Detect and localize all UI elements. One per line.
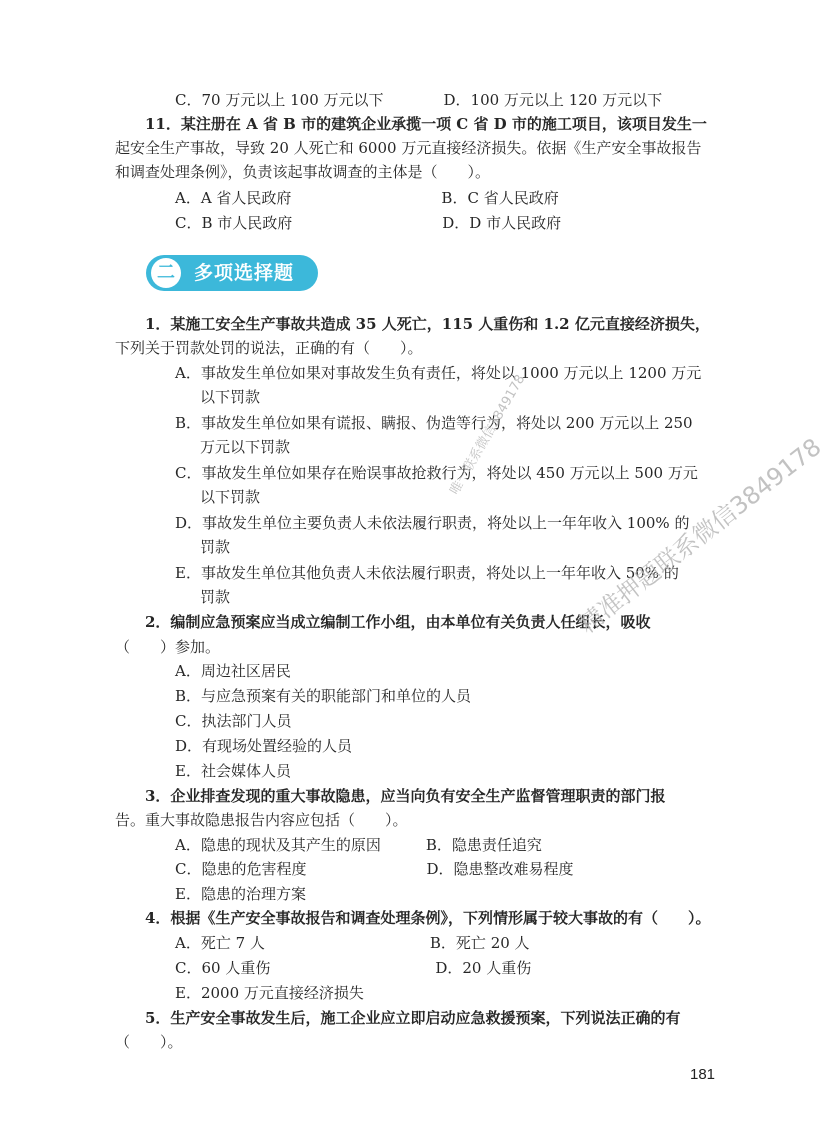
- text-line: E．社会媒体人员: [175, 762, 291, 780]
- text-line: （ ）。: [115, 1033, 183, 1051]
- text-line: 以下罚款: [200, 488, 261, 506]
- text-line: C．B 市人民政府 D．D 市人民政府: [175, 214, 562, 232]
- watermark-text: 精准押题联系微信3849178: [573, 432, 827, 639]
- text-line: 3．企业排查发现的重大事故隐患，应当向负有安全生产监督管理职责的部门报: [145, 787, 666, 805]
- text-line: E．事故发生单位其他负责人未依法履行职责，将处以上一年年收入 50% 的: [175, 564, 679, 582]
- text-line: 以下罚款: [200, 388, 261, 406]
- text-line: A．A 省人民政府 B．C 省人民政府: [175, 189, 559, 207]
- text-line: B．事故发生单位如果有谎报、瞒报、伪造等行为，将处以 200 万元以上 250: [175, 414, 693, 432]
- text-line: 5．生产安全事故发生后，施工企业应立即启动应急救援预案，下列说法正确的有: [145, 1009, 681, 1027]
- text-line: 起安全生产事故，导致 20 人死亡和 6000 万元直接经济损失。依据《生产安全事故报告: [115, 139, 702, 157]
- section-number: 二: [151, 258, 181, 288]
- text-line: 罚款: [200, 588, 231, 606]
- text-line: C．隐患的危害程度 D．隐患整改难易程度: [175, 860, 574, 878]
- text-line: 4．根据《生产安全事故报告和调查处理条例》，下列情形属于较大事故的有（ ）。: [145, 909, 711, 927]
- text-line: E．2000 万元直接经济损失: [175, 984, 364, 1002]
- text-line: A．周边社区居民: [175, 662, 291, 680]
- text-line: B．与应急预案有关的职能部门和单位的人员: [175, 687, 472, 705]
- text-line: 和调查处理条例》，负责该起事故调查的主体是（ ）。: [115, 163, 491, 181]
- page-number: 181: [690, 1066, 716, 1083]
- text-line: 罚款: [200, 538, 231, 556]
- text-line: C．执法部门人员: [175, 712, 292, 730]
- text-line: 1．某施工安全生产事故共造成 35 人死亡，115 人重伤和 1.2 亿元直接经济损失，: [145, 315, 710, 333]
- text-line: 万元以下罚款: [200, 438, 291, 456]
- text-line: 11．某注册在 A 省 B 市的建筑企业承揽一项 C 省 D 市的施工项目，该项目发生一: [145, 115, 707, 133]
- text-line: （ ）参加。: [115, 638, 221, 656]
- watermark-text: 唯一联系微信3849178: [447, 372, 529, 498]
- text-line: 告。重大事故隐患报告内容应包括（ ）。: [115, 811, 408, 829]
- text-line: D．事故发生单位主要负责人未依法履行职责，将处以上一年年收入 100% 的: [175, 514, 690, 532]
- section-header: [146, 255, 318, 291]
- section-title: 多项选择题: [194, 262, 295, 284]
- text-line: D．有现场处置经验的人员: [175, 737, 353, 755]
- text-line: E．隐患的治理方案: [175, 885, 306, 903]
- text-line: 下列关于罚款处罚的说法，正确的有（ ）。: [115, 339, 423, 357]
- text-line: 2．编制应急预案应当成立编制工作小组，由本单位有关负责人任组长，吸收: [145, 613, 651, 631]
- text-line: C．60 人重伤 D．20 人重伤: [175, 959, 532, 977]
- text-line: C．事故发生单位如果存在贻误事故抢救行为，将处以 450 万元以上 500 万元: [175, 464, 698, 482]
- text-line: C．70 万元以上 100 万元以下 D．100 万元以上 120 万元以下: [175, 91, 663, 109]
- text-line: A．事故发生单位如果对事故发生负有责任，将处以 1000 万元以上 1200 万元: [175, 364, 702, 382]
- text-line: A．死亡 7 人 B．死亡 20 人: [175, 934, 530, 952]
- text-line: A．隐患的现状及其产生的原因 B．隐患责任追究: [175, 836, 542, 854]
